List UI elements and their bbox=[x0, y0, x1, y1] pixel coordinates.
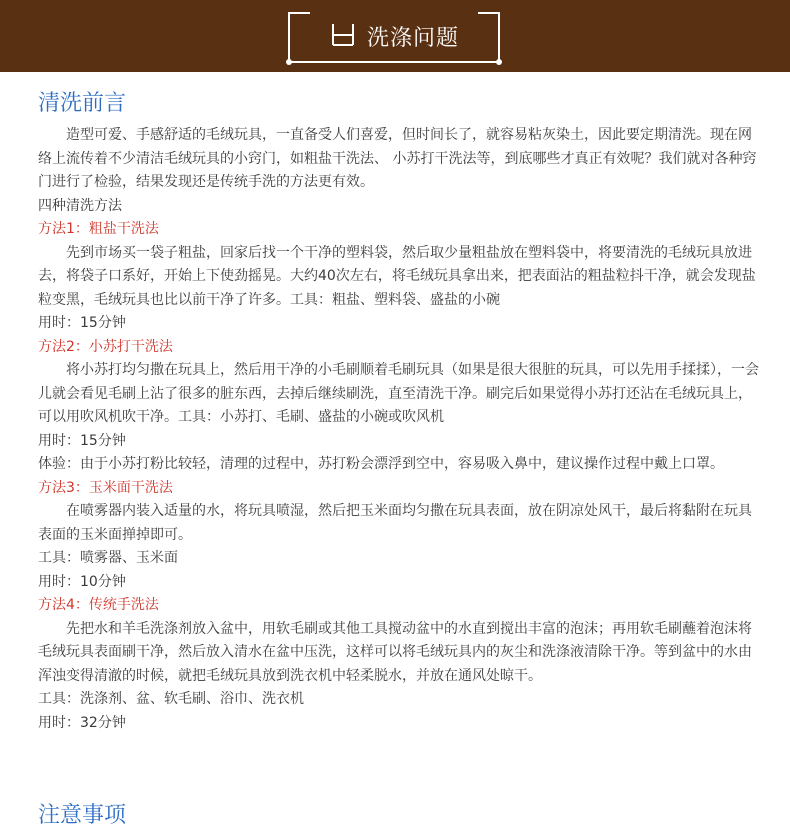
method-2-title: 方法2：小苏打干洗法 bbox=[38, 338, 173, 355]
method-3-title: 方法3：玉米面干洗法 bbox=[38, 479, 173, 496]
method-2-note: 体验：由于小苏打粉比较轻，清理的过程中，苏打粉会漂浮到空中，容易吸入鼻中，建议操作过程中戴上口罩。 bbox=[38, 456, 724, 472]
intro-paragraph: 造型可爱、手感舒适的毛绒玩具，一直备受人们喜爱，但时间长了，就容易粘灰染土，因此要定期清洗。现在网络上流传着不少清洁毛绒玩具的小窍门，如粗盐干洗法、 小苏打干洗法等，到底哪些才真正有效呢？我们就对各种窍门进行了检验，结果发现还是传统手洗的方法更有效。 bbox=[38, 127, 757, 190]
method-4-title: 方法4：传统手洗法 bbox=[38, 597, 159, 613]
article-body bbox=[38, 88, 760, 735]
method-1-title: 方法1：粗盐干洗法 bbox=[38, 221, 159, 237]
cup-icon bbox=[329, 21, 357, 51]
page-title: 洗涤问题 bbox=[366, 25, 459, 51]
method-2-text-cont: 可以用吹风机吹干净。工具：小苏打、毛刷、盛盐的小碗或吹风机 bbox=[38, 409, 444, 425]
method-1-text: 先到市场买一袋子粗盐，回家后找一个干净的塑料袋，然后取少量粗盐放在塑料袋中，将要清洗的毛绒玩具放进去，将袋子口系好，开始上下使劲摇晃。大约40次左右，将毛绒玩具拿出来，把表面沾的粗盐粒抖干净，就会发现盐粒变黑，毛绒玩具也比以前干净了许多。工具：粗盐、塑料袋、盛盐的小碗 bbox=[38, 244, 756, 308]
frame-dot-right bbox=[496, 59, 502, 65]
methods-intro: 四种清洗方法 bbox=[38, 197, 122, 214]
method-3-text: 在喷雾器内装入适量的水，将玩具喷湿，然后把玉米面均匀撒在玩具表面，放在阴凉处风干，最后将黏附在玩具表面的玉米面掸掉即可。 bbox=[38, 503, 752, 543]
method-3-time: 用时：10分钟 bbox=[38, 573, 126, 590]
method-2-text: 将小苏打均匀撒在玩具上，然后用干净的小毛刷顺着毛刷玩具（如果是很大很脏的玩具，可以先用手揉揉），一会儿就会看见毛刷上沾了很多的脏东西，去掉后继续刷洗，直至清洗干净。刷完后如果觉得小苏打还沾在毛绒玩具上， bbox=[38, 362, 759, 402]
method-4-text: 先把水和羊毛洗涤剂放入盆中，用软毛刷或其他工具搅动盆中的水直到搅出丰富的泡沫；再用软毛刷蘸着泡沫将毛绒玩具表面刷干净，然后放入清水在盆中压洗，这样可以将毛绒玩具内的灰尘和洗涤液清除干净。等到盆中的水由浑浊变得清澈的时候，就把毛绒玩具放到洗衣机中轻柔脱水，并放在通风处晾干。 bbox=[38, 620, 752, 684]
method-4-time: 用时：32分钟 bbox=[38, 714, 126, 731]
frame-dot-left bbox=[286, 59, 292, 65]
method-4-tools: 工具：洗涤剂、盆、软毛刷、浴巾、洗衣机 bbox=[38, 691, 304, 707]
intro-heading: 清洗前言 bbox=[38, 91, 127, 116]
notes-heading: 注意事项 bbox=[38, 803, 127, 828]
title-frame bbox=[288, 13, 500, 63]
method-3-tools: 工具：喷雾器、玉米面 bbox=[38, 550, 178, 566]
method-1-time: 用时：15分钟 bbox=[38, 315, 126, 331]
method-2-time: 用时：15分钟 bbox=[38, 432, 126, 449]
header-banner bbox=[0, 0, 790, 72]
